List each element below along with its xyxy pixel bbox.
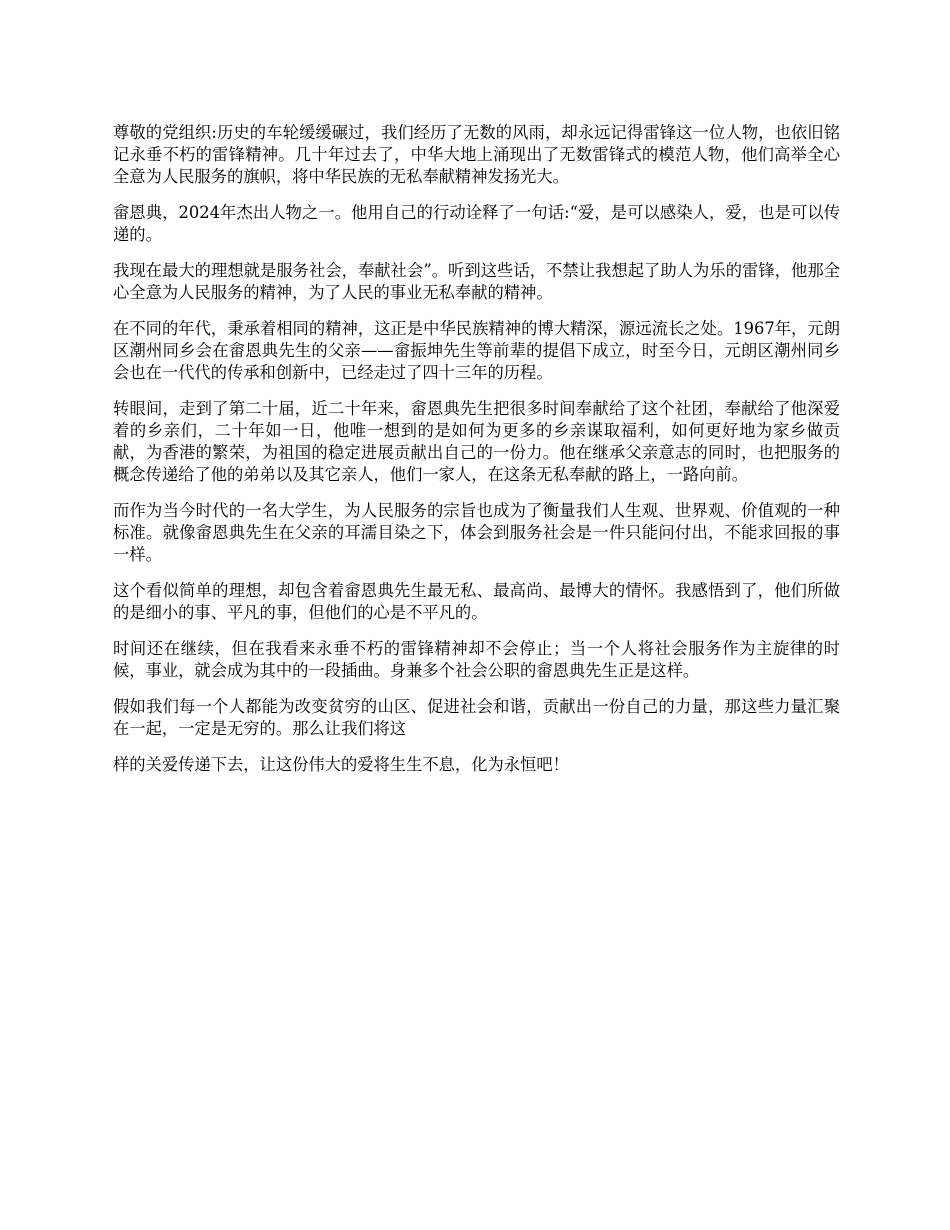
paragraph-8: 时间还在继续，但在我看来永垂不朽的雷锋精神却不会停止；当一个人将社会服务作为主旋律的时候，事业，就会成为其中的一段插曲。身兼多个社会公职的畲恩典先生正是这样。 [113,639,840,680]
paragraph-9: 假如我们每一个人都能为改变贫穷的山区、促进社会和谐，贡献出一份自己的力量，那这些力量汇聚在一起，一定是无穷的。那么让我们将这 [113,697,840,738]
paragraph-4: 在不同的年代，秉承着相同的精神，这正是中华民族精神的博大精深，源远流长之处。1967年，元朗区潮州同乡会在畲恩典先生的父亲——畲振坤先生等前辈的提倡下成立，时至今日，元朗区潮州同乡会也在一代代的传承和创新中，已经走过了四十三年的历程。 [113,319,840,382]
paragraph-6: 而作为当今时代的一名大学生，为人民服务的宗旨也成为了衡量我们人生观、世界观、价值观的一种标准。就像畲恩典先生在父亲的耳濡目染之下，体会到服务社会是一件只能问付出，不能求回报的事一样。 [113,501,840,564]
paragraph-1: 尊敬的党组织:历史的车轮缓缓碾过，我们经历了无数的风雨，却永远记得雷锋这一位人物，也依旧铭记永垂不朽的雷锋精神。几十年过去了，中华大地上涌现出了无数雷锋式的模范人物，他们高举全心全意为人民服务的旗帜，将中华民族的无私奉献精神发扬光大。 [113,123,840,186]
document-page [113,122,840,790]
paragraph-3: 我现在最大的理想就是服务社会，奉献社会”。听到这些话，不禁让我想起了助人为乐的雷锋，他那全心全意为人民服务的精神，为了人民的事业无私奉献的精神。 [113,261,840,302]
paragraph-7: 这个看似简单的理想，却包含着畲恩典先生最无私、最高尚、最博大的情怀。我感悟到了，他们所做的是细小的事、平凡的事，但他们的心是不平凡的。 [113,581,840,622]
paragraph-5: 转眼间，走到了第二十届，近二十年来，畲恩典先生把很多时间奉献给了这个社团，奉献给了他深爱着的乡亲们，二十年如一日，他唯一想到的是如何为更多的乡亲谋取福利，如何更好地为家乡做贡献，为香港的繁荣，为祖国的稳定进展贡献出自己的一份力。他在继承父亲意志的同时，也把服务的概念传递给了他的弟弟以及其它亲人，他们一家人，在这条无私奉献的路上，一路向前。 [113,399,840,484]
paragraph-2: 畲恩典，2024年杰出人物之一。他用自己的行动诠释了一句话:“爱，是可以感染人，爱，也是可以传递的。 [113,203,840,244]
paragraph-10: 样的关爱传递下去，让这份伟大的爱将生生不息，化为永恒吧！ [113,755,569,774]
